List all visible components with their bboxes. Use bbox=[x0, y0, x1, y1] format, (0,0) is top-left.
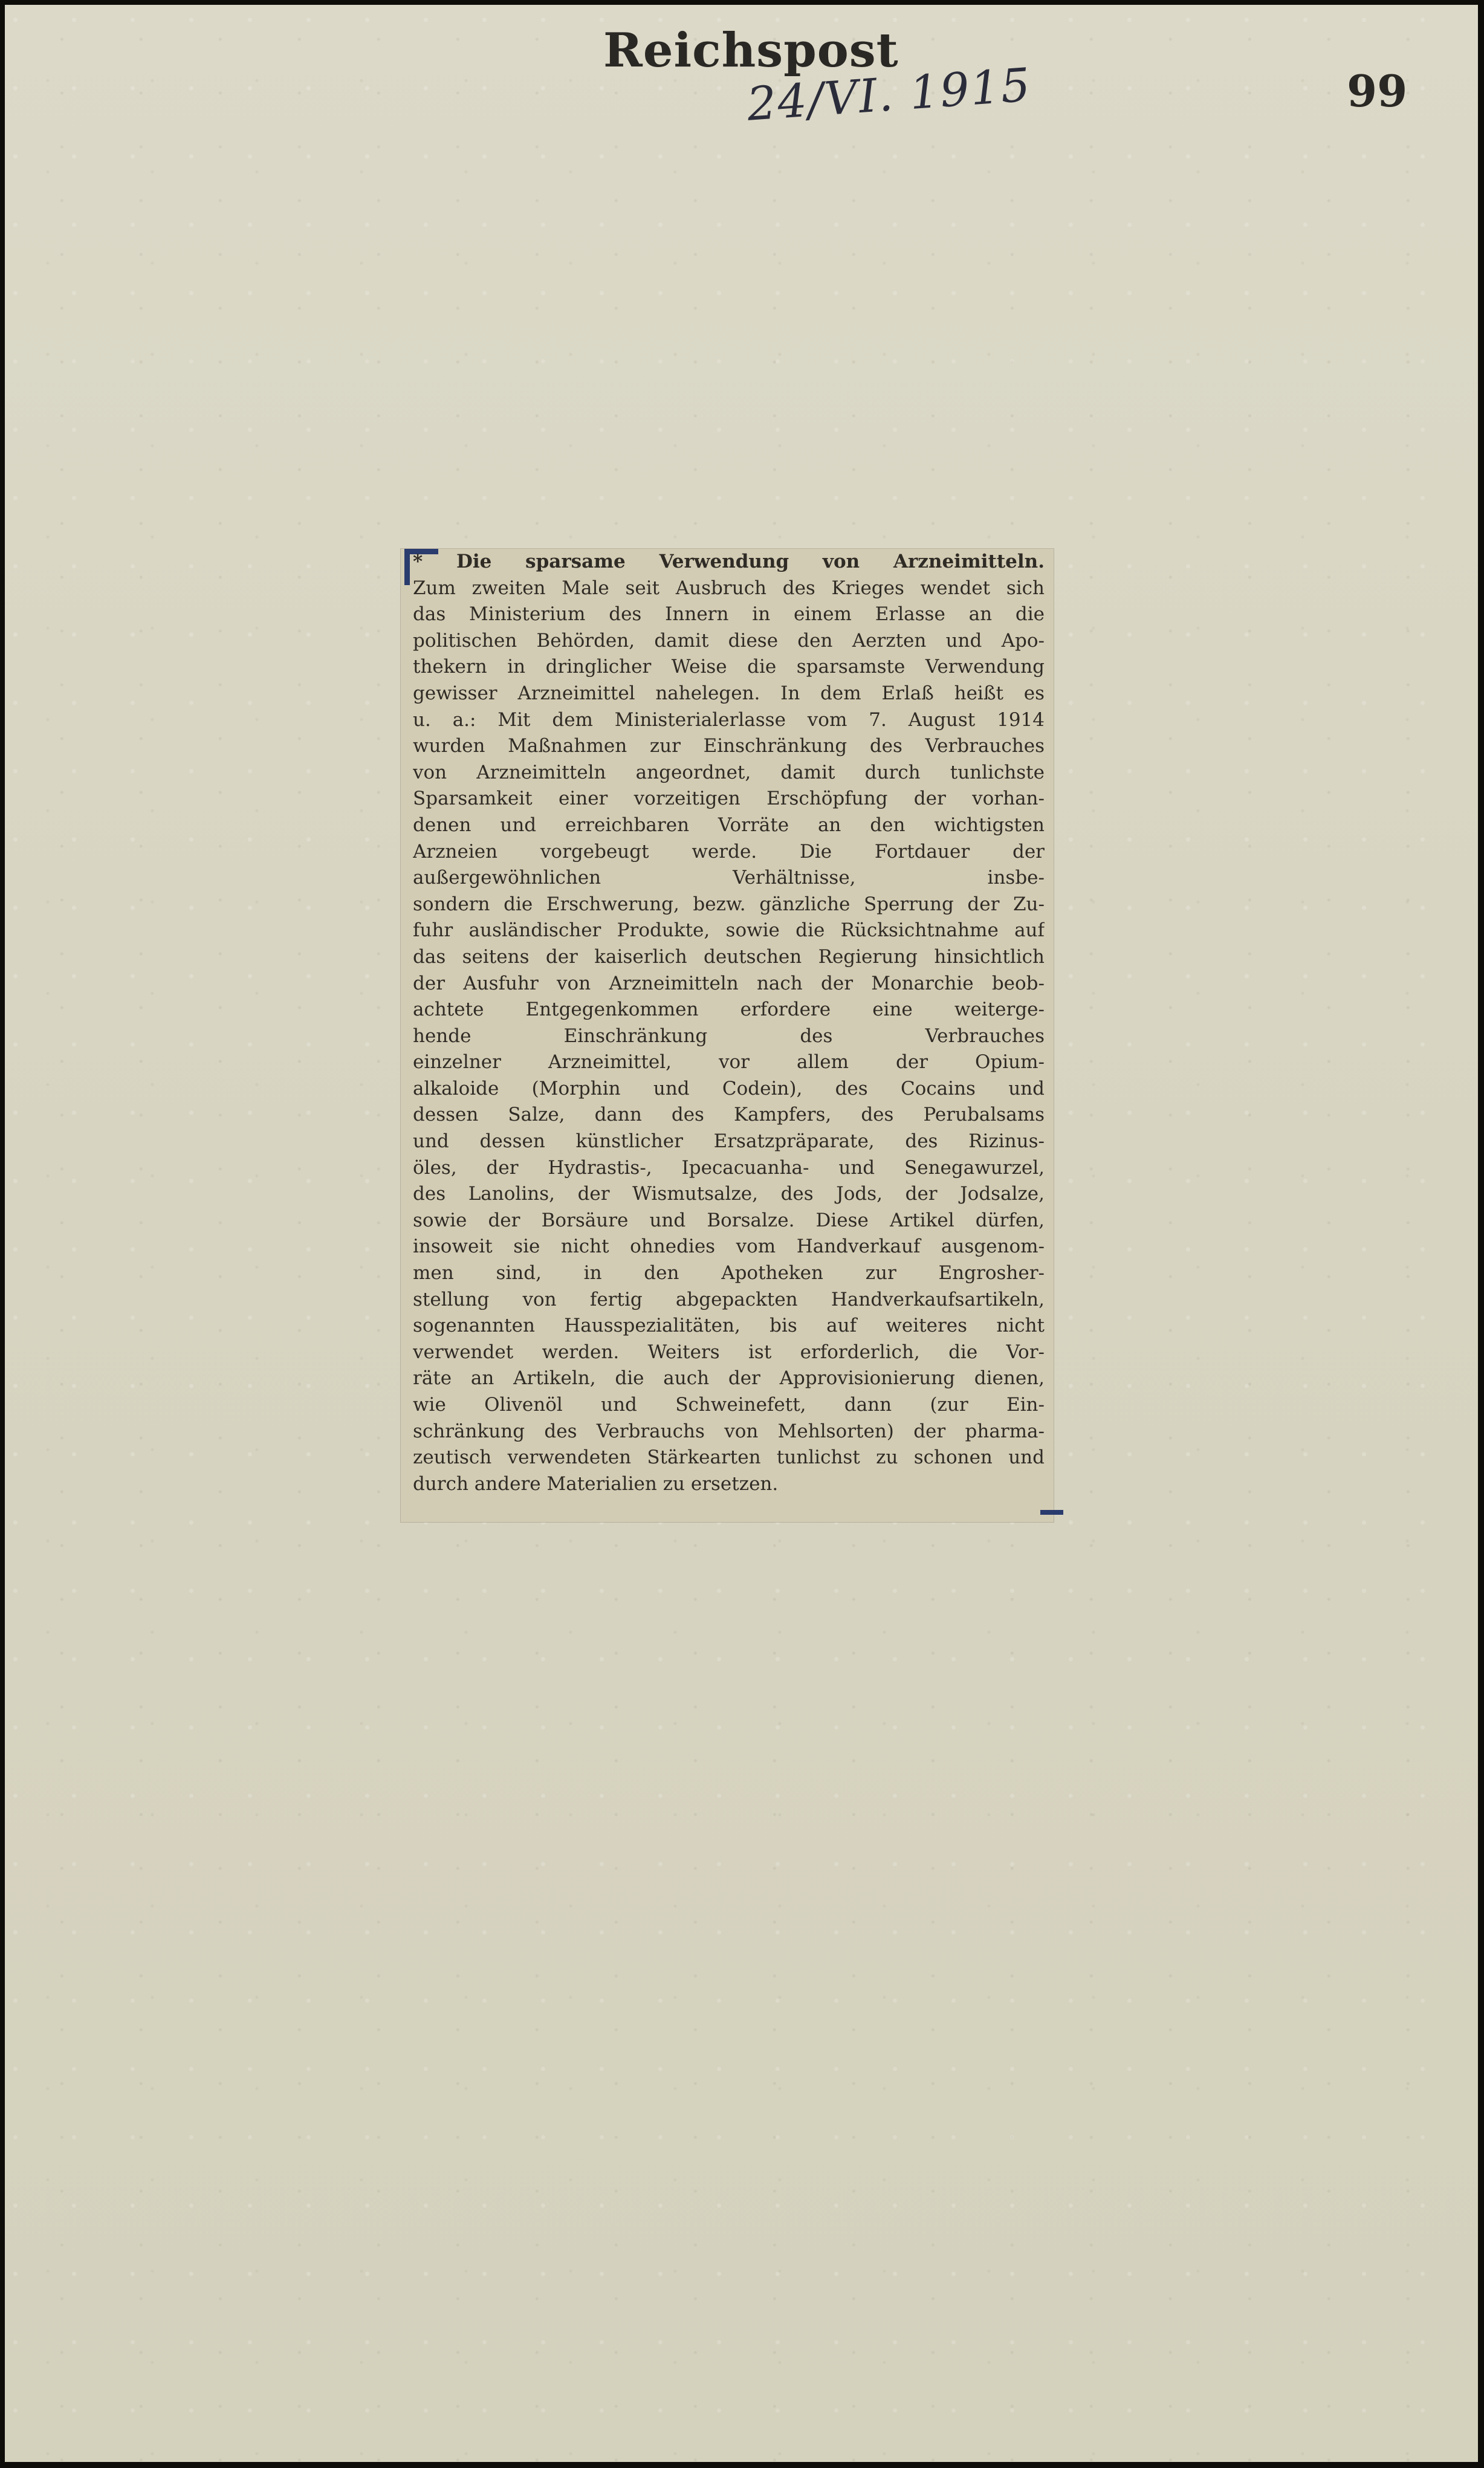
article-line: stellung von fertig abgepackten Handverkaufsartikeln, bbox=[413, 1288, 1045, 1310]
article-line: der Ausfuhr von Arzneimitteln nach der Monarchie beob- bbox=[413, 972, 1045, 994]
article-line: wie Olivenöl und Schweinefett, dann (zur Ein- bbox=[413, 1394, 1045, 1416]
article-line: alkaloide (Morphin und Codein), des Cocains und bbox=[413, 1077, 1045, 1100]
article-line: Zum zweiten Male seit Ausbruch des Krieges wendet sich bbox=[413, 577, 1045, 599]
article-line: hende Einschränkung des Verbrauches bbox=[413, 1025, 1045, 1047]
article-line: Sparsamkeit einer vorzeitigen Erschöpfung der vorhan- bbox=[413, 788, 1045, 810]
article-body bbox=[413, 549, 1045, 1497]
article-line: und dessen künstlicher Ersatzpräparate, des Rizinus- bbox=[413, 1130, 1045, 1153]
article-line: räte an Artikeln, die auch der Approvisionierung dienen, bbox=[413, 1367, 1045, 1390]
article-line: zeutisch verwendeten Stärkearten tunlichst zu schonen und bbox=[413, 1446, 1045, 1469]
article-line: verwendet werden. Weiters ist erforderlich, die Vor- bbox=[413, 1341, 1045, 1363]
article-line: schränkung des Verbrauchs von Mehlsorten) der pharma- bbox=[413, 1420, 1045, 1442]
page-number: 99 bbox=[1347, 65, 1408, 117]
article-line: insoweit sie nicht ohnedies vom Handverkauf ausgenom- bbox=[413, 1236, 1045, 1258]
article-line: politischen Behörden, damit diese den Aerzten und Apo- bbox=[413, 629, 1045, 652]
article-line: wurden Maßnahmen zur Einschränkung des Verbrauches bbox=[413, 735, 1045, 757]
article-line: von Arzneimitteln angeordnet, damit durch tunlichste bbox=[413, 761, 1045, 783]
article-line: einzelner Arzneimittel, vor allem der Opium- bbox=[413, 1051, 1045, 1074]
article-line: öles, der Hydrastis-, Ipecacuanha- und Senegawurzel, bbox=[413, 1156, 1045, 1179]
article-line: thekern in dringlicher Weise die sparsamste Verwendung bbox=[413, 656, 1045, 678]
article-line: dessen Salze, dann des Kampfers, des Perubalsams bbox=[413, 1104, 1045, 1126]
article-line: men sind, in den Apotheken zur Engrosher- bbox=[413, 1262, 1045, 1284]
article-line: u. a.: Mit dem Ministerialerlasse vom 7. August 1914 bbox=[413, 708, 1045, 731]
article-line: durch andere Materialien zu ersetzen. bbox=[413, 1472, 779, 1495]
article-line: denen und erreichbaren Vorräte an den wichtigsten bbox=[413, 814, 1045, 836]
handwritten-date: 24/VI. 1915 bbox=[745, 57, 1033, 131]
article-line: gewisser Arzneimittel nahelegen. In dem Erlaß heißt es bbox=[413, 682, 1045, 704]
article-line: Arzneien vorgebeugt werde. Die Fortdauer der bbox=[413, 840, 1045, 863]
article-line: sondern die Erschwerung, bezw. gänzliche Sperrung der Zu- bbox=[413, 893, 1045, 915]
article-line: achtete Entgegenkommen erfordere eine weiterge- bbox=[413, 999, 1045, 1021]
article-line: außergewöhnlichen Verhältnisse, insbe- bbox=[413, 867, 1045, 889]
archive-sheet bbox=[5, 5, 1478, 2462]
blue-pencil-end-mark bbox=[1040, 1510, 1063, 1515]
article-line: sowie der Borsäure und Borsalze. Diese Artikel dürfen, bbox=[413, 1209, 1045, 1231]
article-line: das Ministerium des Innern in einem Erlasse an die bbox=[413, 603, 1045, 626]
article-headline: * Die sparsame Verwendung von Arzneimitteln. bbox=[413, 551, 1045, 572]
article-line: fuhr ausländischer Produkte, sowie die Rücksichtnahme auf bbox=[413, 919, 1045, 942]
article-line: des Lanolins, der Wismutsalze, des Jods, der Jodsalze, bbox=[413, 1183, 1045, 1205]
article-line: sogenannten Hausspezialitäten, bis auf weiteres nicht bbox=[413, 1315, 1045, 1337]
newspaper-title: Reichspost bbox=[603, 23, 899, 78]
article-line: das seitens der kaiserlich deutschen Regierung hinsichtlich bbox=[413, 945, 1045, 968]
newspaper-clipping bbox=[401, 549, 1054, 1522]
